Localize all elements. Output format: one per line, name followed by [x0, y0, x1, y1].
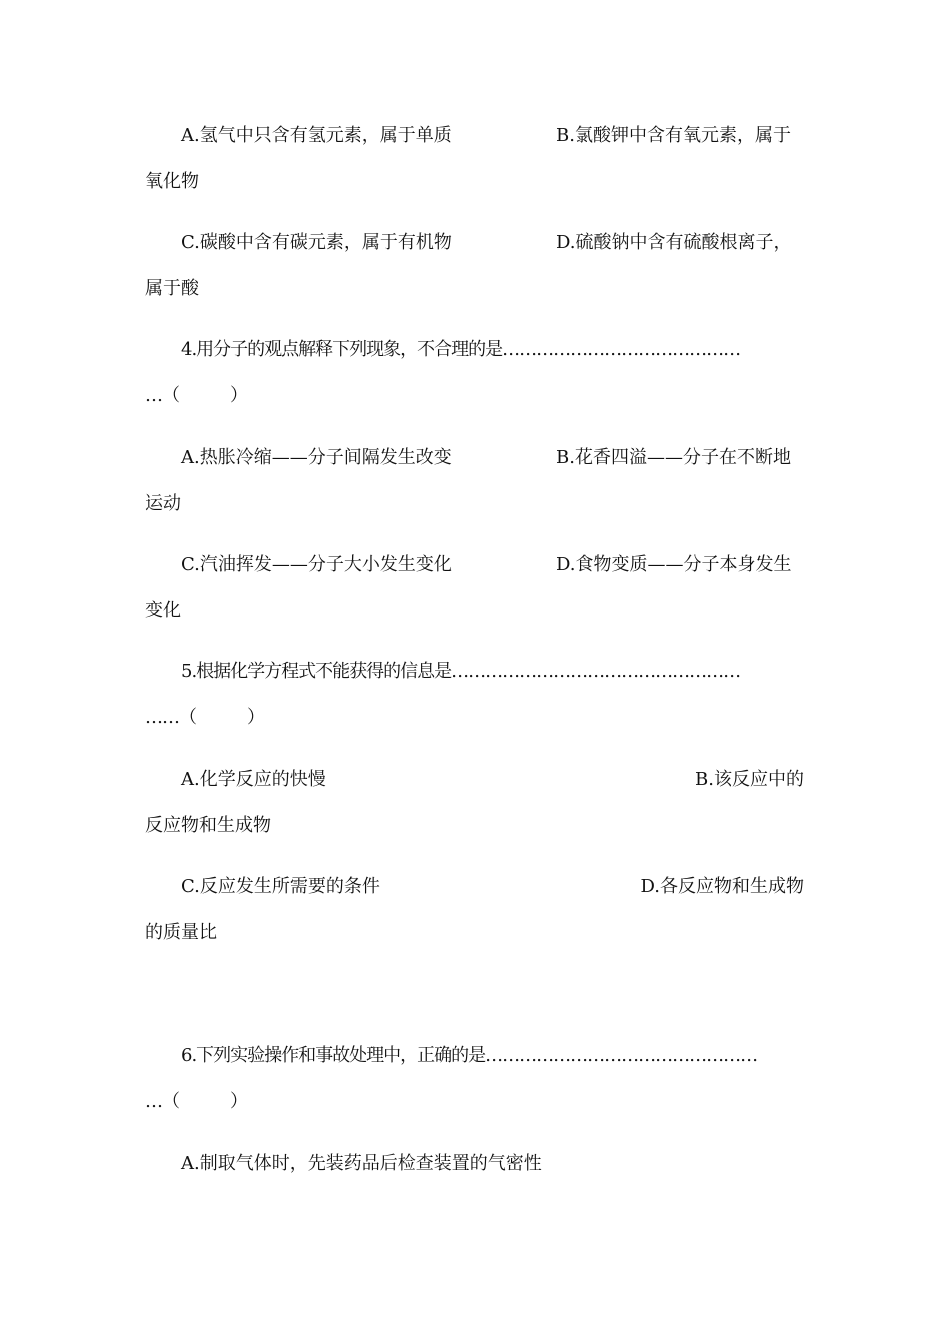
- q6-option-a: A.制取气体时，先装药品后检查装置的气密性: [181, 1153, 542, 1174]
- q3-option-d-line2: 属于酸: [145, 278, 199, 299]
- q5-option-a: A.化学反应的快慢: [181, 769, 326, 790]
- q4-option-b-line1: B.花香四溢——分子在不断地: [556, 447, 791, 468]
- q3-option-b-line2: 氧化物: [145, 171, 199, 192]
- q5-option-b-line2: 反应物和生成物: [145, 815, 271, 836]
- q4-option-c: C.汽油挥发——分子大小发生变化: [181, 554, 452, 575]
- q3-option-b-line1: B.氯酸钾中含有氧元素，属于: [556, 125, 791, 146]
- q3-option-c: C.碳酸中含有碳元素，属于有机物: [181, 232, 452, 253]
- q5-option-d-line1: D.各反应物和生成物: [640, 876, 804, 897]
- q5-stem-line1: 5.根据化学方程式不能获得的信息是……………………………………………: [181, 661, 741, 682]
- q3-option-a: A.氢气中只含有氢元素，属于单质: [181, 125, 452, 146]
- q4-option-a: A.热胀冷缩——分子间隔发生改变: [181, 447, 452, 468]
- q6-stem-line1: 6.下列实验操作和事故处理中，正确的是…………………………………………: [181, 1045, 758, 1066]
- q5-option-b-line1: B.该反应中的: [695, 769, 804, 790]
- q4-option-d-line1: D.食物变质——分子本身发生: [556, 554, 792, 575]
- q4-stem-line1: 4.用分子的观点解释下列现象，不合理的是……………………………………: [181, 339, 741, 360]
- q5-option-c: C.反应发生所需要的条件: [181, 876, 380, 897]
- q5-stem-line2: ……（ ）: [145, 707, 264, 728]
- q4-option-d-line2: 变化: [145, 600, 181, 621]
- q5-option-d-line2: 的质量比: [145, 922, 217, 943]
- q3-option-d-line1: D.硫酸钠中含有硫酸根离子，: [556, 232, 792, 253]
- q6-stem-line2: …（ ）: [145, 1091, 247, 1112]
- q4-stem-line2: …（ ）: [145, 385, 247, 406]
- q4-option-b-line2: 运动: [145, 493, 181, 514]
